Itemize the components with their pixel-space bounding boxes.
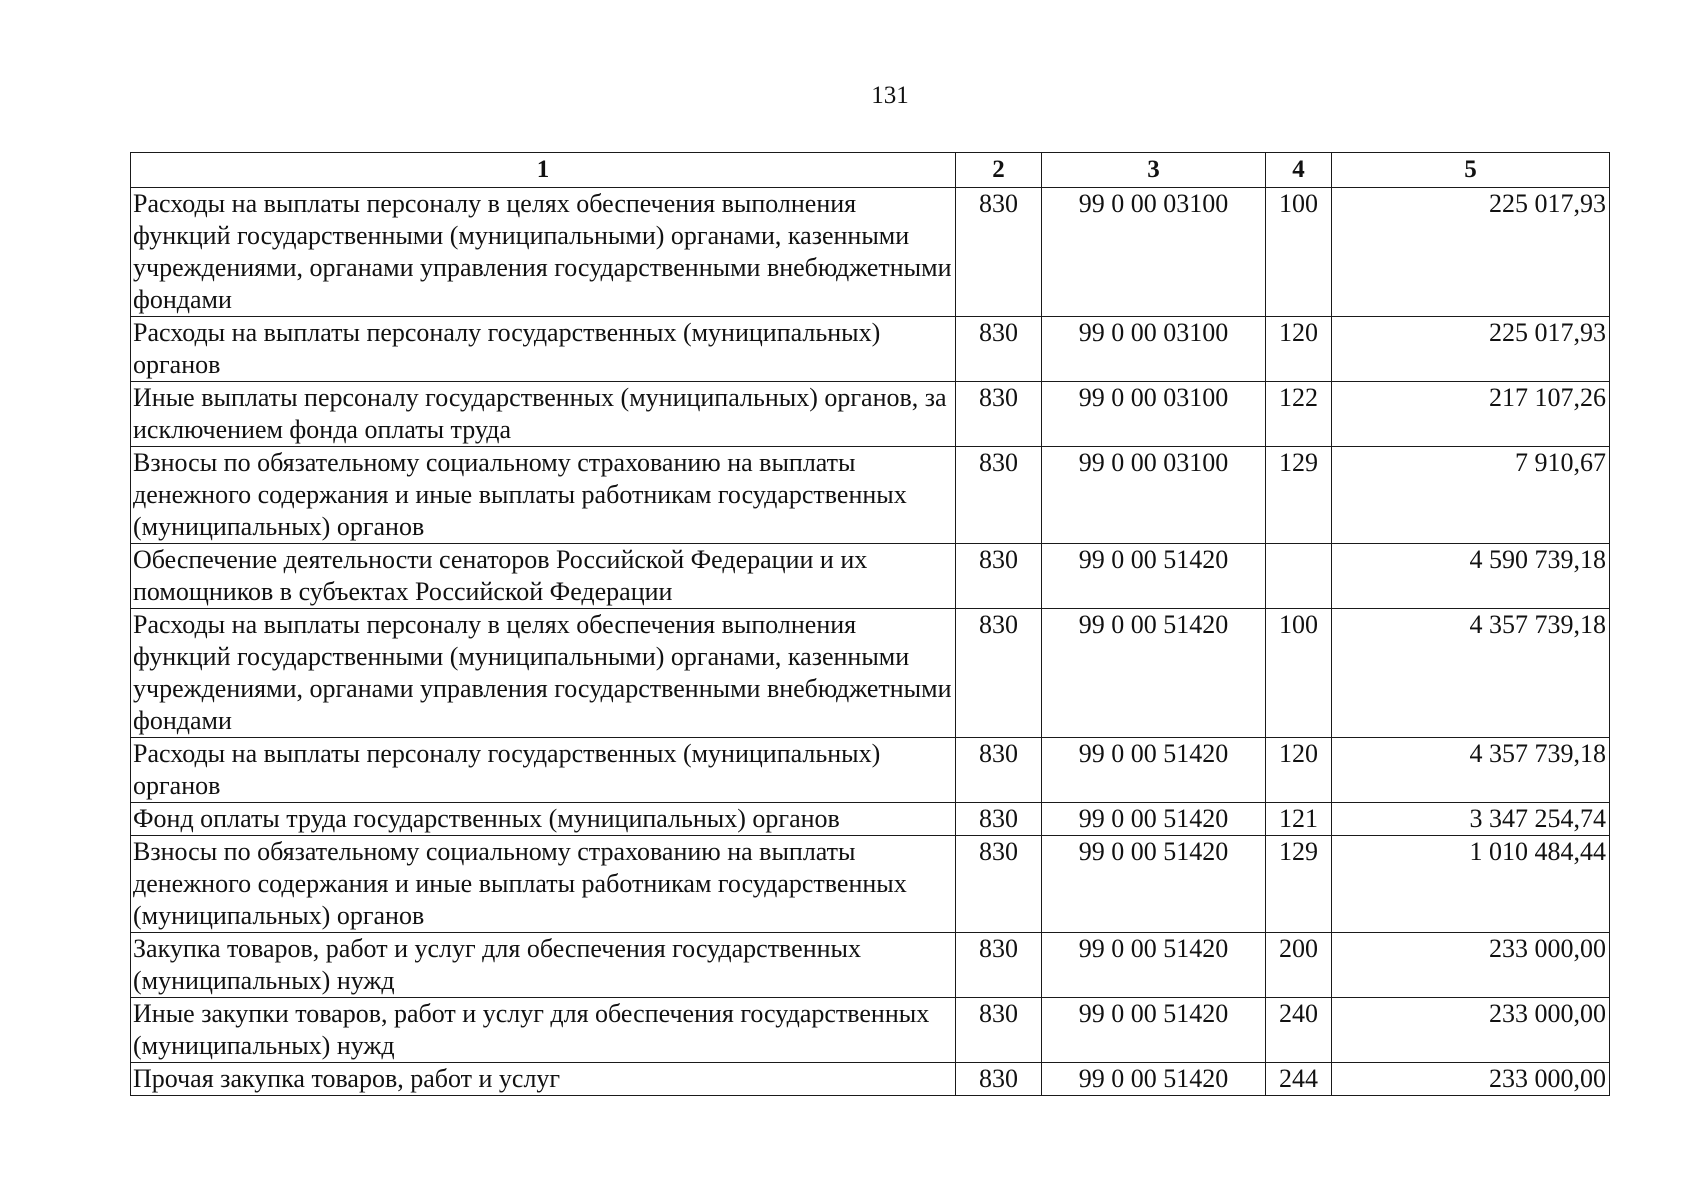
- ministry-code: 830: [956, 317, 1042, 382]
- expense-type-code: 240: [1266, 998, 1332, 1063]
- ministry-code: 830: [956, 447, 1042, 544]
- expense-name: Иные закупки товаров, работ и услуг для обеспечения государственных (муниципальных) нужд: [131, 998, 956, 1063]
- expense-type-code: 120: [1266, 738, 1332, 803]
- ministry-code: 830: [956, 1063, 1042, 1096]
- amount: 233 000,00: [1332, 933, 1610, 998]
- ministry-code: 830: [956, 609, 1042, 738]
- table-row: [131, 447, 1610, 544]
- table-row: [131, 188, 1610, 317]
- expense-name: Взносы по обязательному социальному страхованию на выплаты денежного содержания и иные выплаты работникам государственных (муниципальных) органов: [131, 447, 956, 544]
- target-article-code: 99 0 00 51420: [1042, 836, 1266, 933]
- expense-type-code: 129: [1266, 447, 1332, 544]
- table-row: [131, 738, 1610, 803]
- amount: 3 347 254,74: [1332, 803, 1610, 836]
- amount: 1 010 484,44: [1332, 836, 1610, 933]
- table-row: [131, 933, 1610, 998]
- amount: 7 910,67: [1332, 447, 1610, 544]
- expense-type-code: 121: [1266, 803, 1332, 836]
- target-article-code: 99 0 00 51420: [1042, 738, 1266, 803]
- budget-table: [130, 152, 1610, 1096]
- expense-type-code: 244: [1266, 1063, 1332, 1096]
- amount: 225 017,93: [1332, 188, 1610, 317]
- ministry-code: 830: [956, 998, 1042, 1063]
- table-row: [131, 317, 1610, 382]
- expense-name: Иные выплаты персоналу государственных (муниципальных) органов, за исключением фонда оплаты труда: [131, 382, 956, 447]
- expense-name: Расходы на выплаты персоналу в целях обеспечения выполнения функций государственными (муниципальными) органами, казенными учреждениями, органами управления государственными внебюджетными фондами: [131, 188, 956, 317]
- target-article-code: 99 0 00 51420: [1042, 1063, 1266, 1096]
- expense-name: Расходы на выплаты персоналу в целях обеспечения выполнения функций государственными (муниципальными) органами, казенными учреждениями, органами управления государственными внебюджетными фондами: [131, 609, 956, 738]
- expense-type-code: [1266, 544, 1332, 609]
- expense-type-code: 129: [1266, 836, 1332, 933]
- expense-type-code: 122: [1266, 382, 1332, 447]
- table-header: [131, 153, 1610, 188]
- expense-name: Прочая закупка товаров, работ и услуг: [131, 1063, 956, 1096]
- expense-name: Взносы по обязательному социальному страхованию на выплаты денежного содержания и иные выплаты работникам государственных (муниципальных) органов: [131, 836, 956, 933]
- target-article-code: 99 0 00 51420: [1042, 933, 1266, 998]
- amount: 225 017,93: [1332, 317, 1610, 382]
- expense-name: Расходы на выплаты персоналу государственных (муниципальных) органов: [131, 317, 956, 382]
- amount: 233 000,00: [1332, 1063, 1610, 1096]
- amount: 233 000,00: [1332, 998, 1610, 1063]
- ministry-code: 830: [956, 738, 1042, 803]
- expense-type-code: 200: [1266, 933, 1332, 998]
- column-header-3: 3: [1042, 153, 1266, 188]
- target-article-code: 99 0 00 51420: [1042, 998, 1266, 1063]
- target-article-code: 99 0 00 03100: [1042, 447, 1266, 544]
- target-article-code: 99 0 00 03100: [1042, 317, 1266, 382]
- column-header-5: 5: [1332, 153, 1610, 188]
- ministry-code: 830: [956, 803, 1042, 836]
- expense-type-code: 120: [1266, 317, 1332, 382]
- table-row: [131, 1063, 1610, 1096]
- expense-name: Расходы на выплаты персоналу государственных (муниципальных) органов: [131, 738, 956, 803]
- column-header-2: 2: [956, 153, 1042, 188]
- table-row: [131, 998, 1610, 1063]
- target-article-code: 99 0 00 51420: [1042, 544, 1266, 609]
- column-header-4: 4: [1266, 153, 1332, 188]
- expense-name: Фонд оплаты труда государственных (муниципальных) органов: [131, 803, 956, 836]
- table-row: [131, 544, 1610, 609]
- table-body: [131, 188, 1610, 1096]
- amount: 4 357 739,18: [1332, 609, 1610, 738]
- expense-name: Обеспечение деятельности сенаторов Российской Федерации и их помощников в субъектах Российской Федерации: [131, 544, 956, 609]
- target-article-code: 99 0 00 03100: [1042, 382, 1266, 447]
- amount: 217 107,26: [1332, 382, 1610, 447]
- expense-type-code: 100: [1266, 188, 1332, 317]
- expense-type-code: 100: [1266, 609, 1332, 738]
- table-row: [131, 836, 1610, 933]
- ministry-code: 830: [956, 544, 1042, 609]
- target-article-code: 99 0 00 03100: [1042, 188, 1266, 317]
- ministry-code: 830: [956, 933, 1042, 998]
- column-header-1: 1: [131, 153, 956, 188]
- amount: 4 357 739,18: [1332, 738, 1610, 803]
- expense-name: Закупка товаров, работ и услуг для обеспечения государственных (муниципальных) нужд: [131, 933, 956, 998]
- ministry-code: 830: [956, 188, 1042, 317]
- ministry-code: 830: [956, 836, 1042, 933]
- target-article-code: 99 0 00 51420: [1042, 609, 1266, 738]
- target-article-code: 99 0 00 51420: [1042, 803, 1266, 836]
- table-row: [131, 609, 1610, 738]
- header-row: [131, 153, 1610, 188]
- page-number: 131: [871, 82, 909, 109]
- amount: 4 590 739,18: [1332, 544, 1610, 609]
- table-row: [131, 803, 1610, 836]
- ministry-code: 830: [956, 382, 1042, 447]
- table-row: [131, 382, 1610, 447]
